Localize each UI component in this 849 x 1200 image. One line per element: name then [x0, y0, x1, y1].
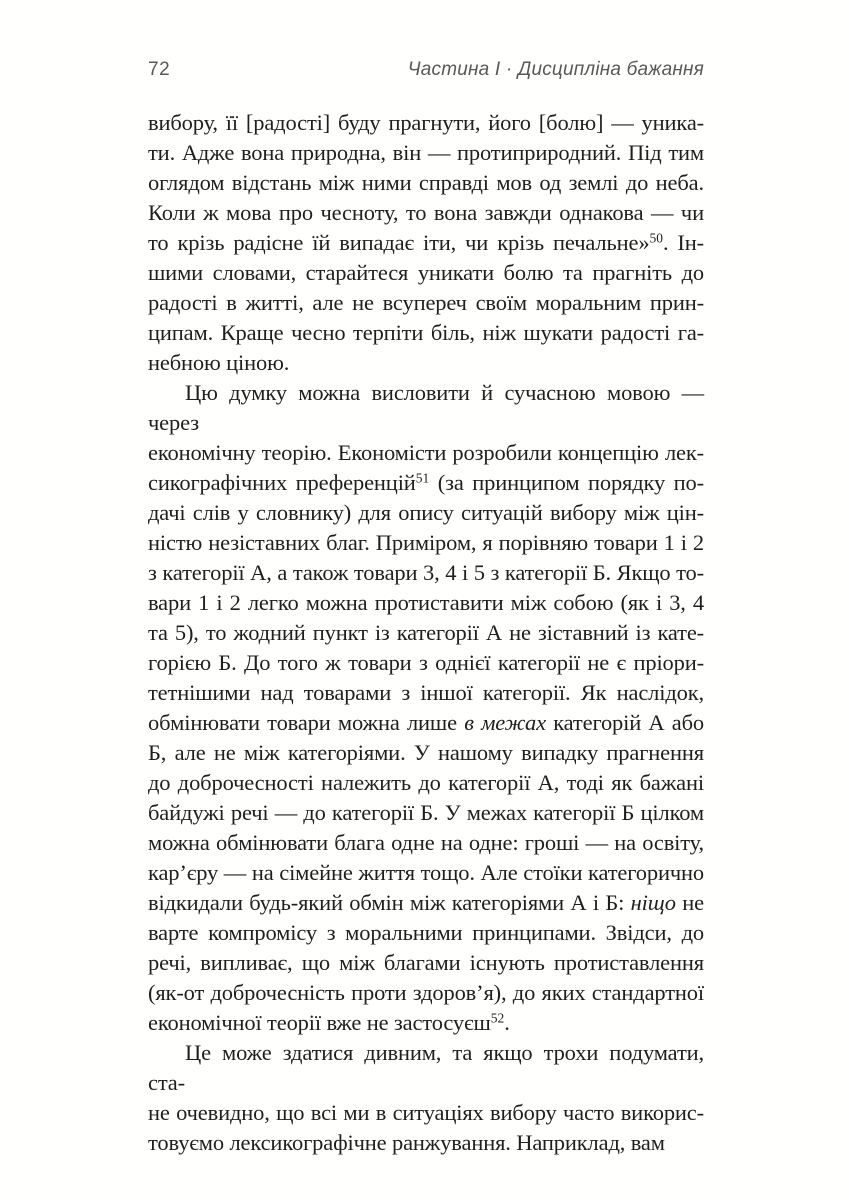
text-line — [148, 558, 704, 588]
text-line — [148, 108, 704, 138]
text-line — [148, 858, 704, 888]
text-line — [148, 918, 704, 948]
text-line — [148, 978, 704, 1008]
text-segment: ти. Адже вона природна, він — протиприродний. Під тим — [148, 140, 704, 165]
emphasized-text: ніщо — [630, 890, 676, 915]
text-segment: сикографічних преференцій — [148, 470, 416, 495]
page-body — [148, 108, 704, 1158]
text-segment: та 5), то жодний пункт із категорії А не зіставний із кате- — [148, 620, 704, 645]
text-line — [148, 498, 704, 528]
text-line — [148, 138, 704, 168]
text-segment: . Ін- — [662, 230, 704, 255]
paragraph — [148, 108, 704, 378]
text-segment: відкидали будь-який обмін між категоріями А і Б: — [148, 890, 631, 915]
text-segment: ністю незіставних благ. Приміром, я порівняю товари 1 і 2 — [148, 530, 704, 555]
footnote-reference: 50 — [649, 230, 663, 246]
chapter-title: Частина I · Дисципліна бажання — [407, 59, 704, 80]
text-segment: оглядом відстань між ними справді мов од землі до неба. — [148, 170, 704, 195]
text-segment: Це може здатися дивним, та якщо трохи подумати, ста- — [148, 1040, 704, 1095]
text-line — [148, 168, 704, 198]
text-segment: тетнішими над товарами з іншої категорії. Як наслідок, — [148, 680, 704, 705]
running-header — [148, 58, 704, 82]
text-line — [148, 348, 704, 378]
text-segment: небною ціною. — [148, 350, 290, 375]
text-line — [148, 1098, 704, 1128]
text-segment: Б, але не між категоріями. У нашому випадку прагнення — [148, 740, 704, 765]
text-line — [148, 258, 704, 288]
footnote-reference: 51 — [415, 470, 430, 486]
text-segment: варте компромісу з моральними принципами. Звідси, до — [148, 920, 704, 945]
text-line — [148, 588, 704, 618]
text-line — [148, 768, 704, 798]
text-line — [148, 1038, 704, 1098]
text-line — [148, 828, 704, 858]
text-line — [148, 948, 704, 978]
text-line — [148, 738, 704, 768]
text-line — [148, 288, 704, 318]
text-segment: ципам. Краще чесно терпіти біль, ніж шукати радості га- — [148, 320, 704, 345]
text-line — [148, 1008, 704, 1038]
text-segment: економічної теорії вже не застосуєш — [148, 1010, 491, 1035]
text-line — [148, 798, 704, 828]
text-segment: з категорії А, а також товари 3, 4 і 5 з категорії Б. Якщо то- — [148, 560, 704, 585]
text-segment: (за принципом порядку по- — [429, 470, 704, 495]
text-line — [148, 198, 704, 228]
text-segment: горією Б. До того ж товари з однієї категорії не є пріори- — [148, 650, 704, 675]
text-line — [148, 648, 704, 678]
text-segment: дачі слів у словнику) для опису ситуацій вибору між цін- — [148, 500, 704, 525]
text-segment: економічну теорію. Економісти розробили концепцію лек- — [148, 440, 704, 465]
text-segment: шими словами, старайтеся уникати болю та прагніть до — [148, 260, 704, 285]
text-line — [148, 1128, 704, 1158]
text-segment: то крізь радісне їй випадає іти, чи крізь печальне» — [148, 230, 650, 255]
paragraph — [148, 1038, 704, 1158]
text-line — [148, 228, 704, 258]
text-line — [148, 318, 704, 348]
text-segment: обмінювати товари можна лише — [148, 710, 465, 735]
text-segment: кар’єру — на сімейне життя тощо. Але стоїки категорично — [148, 860, 704, 885]
text-segment: до доброчесності належить до категорії А, тоді як бажані — [148, 770, 704, 795]
text-segment: не очевидно, що всі ми в ситуаціях вибору часто викорис- — [148, 1100, 704, 1125]
text-segment: байдужі речі — до категорії Б. У межах категорії Б цілком — [148, 800, 704, 825]
page-number: 72 — [148, 59, 171, 80]
text-segment: речі, випливає, що між благами існують протиставлення — [148, 950, 704, 975]
text-line — [148, 468, 704, 498]
text-segment: . — [504, 1010, 510, 1035]
footnote-reference: 52 — [490, 1010, 505, 1026]
text-segment: радості в житті, але не всупереч своїм моральним прин- — [148, 290, 704, 315]
text-line — [148, 528, 704, 558]
text-segment: можна обмінювати блага одне на одне: гроші — на освіту, — [148, 830, 704, 855]
text-segment: категорій А або — [545, 710, 705, 735]
text-segment: (як-от доброчесність проти здоров’я), до яких стандартної — [148, 980, 704, 1005]
text-segment: вибору, її [радості] буду прагнути, його [болю] — уника- — [148, 110, 704, 135]
text-segment: вари 1 і 2 легко можна протиставити між собою (як і 3, 4 — [148, 590, 704, 615]
text-line — [148, 888, 704, 918]
text-line — [148, 708, 704, 738]
text-segment: Цю думку можна висловити й сучасною мовою — через — [148, 380, 704, 435]
text-line — [148, 438, 704, 468]
paragraph — [148, 378, 704, 1038]
text-segment: товуємо лексикографічне ранжування. Наприклад, вам — [148, 1130, 665, 1155]
emphasized-text: в межах — [464, 710, 546, 735]
text-line — [148, 378, 704, 438]
text-segment: Коли ж мова про чесноту, то вона завжди однакова — чи — [148, 200, 704, 225]
text-line — [148, 618, 704, 648]
text-line — [148, 678, 704, 708]
text-segment: не — [675, 890, 705, 915]
